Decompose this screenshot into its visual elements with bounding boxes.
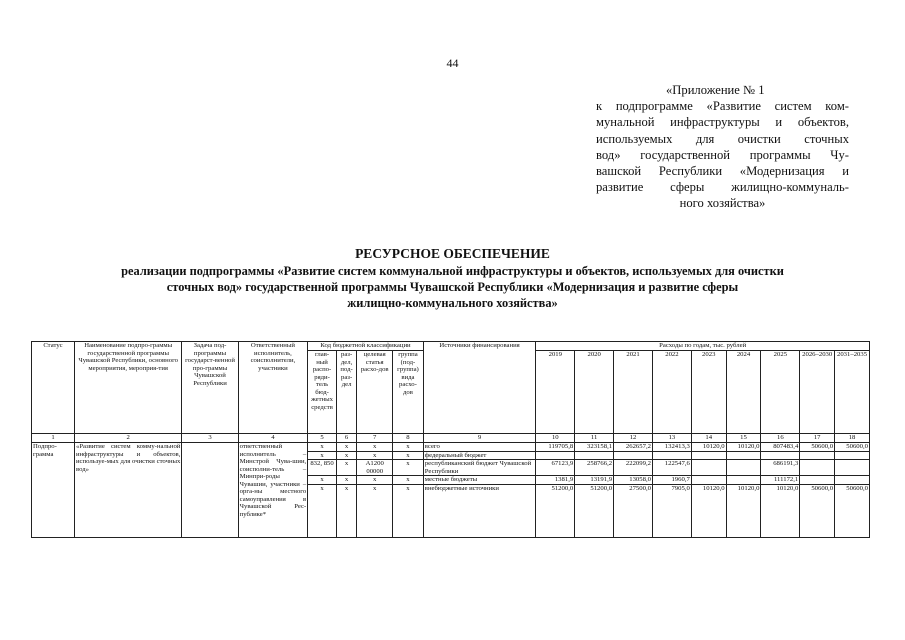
value-cell: 111172,1 [761,476,800,485]
code-cell: x [308,451,337,460]
column-number: 18 [835,434,870,443]
value-cell [835,476,870,485]
value-cell: 10120,0 [691,484,726,537]
header-task: Задача под-программы государст-венной про-граммы Чувашской Республики [182,342,238,434]
header-sources: Источники финансирования [423,342,536,434]
value-cell [835,460,870,476]
code-cell: x [357,451,393,460]
value-cell [691,451,726,460]
value-cell [726,476,761,485]
value-cell [652,451,691,460]
source-cell: всего [423,443,536,452]
code-cell: x [336,451,356,460]
column-number: 1 [32,434,75,443]
header-year: 2022 [652,351,691,434]
header-responsible: Ответственный исполнитель, соисполнители, участники [238,342,308,434]
value-cell: 686191,3 [761,460,800,476]
column-number: 3 [182,434,238,443]
responsible-cell: ответственный исполнитель – Минстрой Чува-шии, соисполни-тель – Минпри-роды Чувашии, участники – орга-ны местного самоуправления в Чувашской Рес-публике* [238,443,308,538]
value-cell: 50600,0 [800,484,835,537]
appendix-line: ного хозяйства» [679,196,766,211]
value-cell: 1381,9 [536,476,575,485]
column-number: 9 [423,434,536,443]
column-number: 16 [761,434,800,443]
value-cell: 323158,1 [575,443,614,452]
header-year: 2020 [575,351,614,434]
value-cell [536,451,575,460]
column-number: 14 [691,434,726,443]
code-cell: x [393,476,424,485]
value-cell: 262657,2 [614,443,653,452]
value-cell: 27500,0 [614,484,653,537]
header-year: 2021 [614,351,653,434]
source-cell: федеральный бюджет [423,451,536,460]
value-cell [575,451,614,460]
code-cell: x [336,460,356,476]
heading-subtitle-line: сточных вод» государственной программы Чувашской Республики «Модернизация и развитие сферы [166,280,739,294]
value-cell: 10120,0 [726,443,761,452]
value-cell: 51200,0 [575,484,614,537]
value-cell [726,451,761,460]
value-cell [800,460,835,476]
appendix-line: «Приложение № 1 [666,83,765,97]
code-cell: x [308,443,337,452]
header-section: раз-дел, под-раз-дел [336,351,356,434]
header-year: 2026–2030 [800,351,835,434]
value-cell: 50600,0 [835,484,870,537]
code-cell: x [393,484,424,537]
value-cell [691,476,726,485]
value-cell: 51200,0 [536,484,575,537]
header-budget-code: Код бюджетной классификации [308,342,424,351]
column-number: 11 [575,434,614,443]
header-name: Наименование подпро-граммы государственной программы Чувашской Республики, основного мероприятия, мероприя-тия [74,342,181,434]
column-number: 12 [614,434,653,443]
header-target-article: целевая статья расхо-дов [357,351,393,434]
value-cell: 67123,9 [536,460,575,476]
source-cell: внебюджетные источники [423,484,536,537]
column-number: 8 [393,434,424,443]
code-cell: x [393,443,424,452]
value-cell: 7905,0 [652,484,691,537]
column-number: 17 [800,434,835,443]
code-cell: x [336,443,356,452]
code-cell: x [393,451,424,460]
appendix-note [596,82,849,212]
header-status: Статус [32,342,75,434]
appendix-line: к подпрограмме «Развитие систем ком- [596,99,849,114]
header-expense-group: группа (под-группа) вида расхо-дов [393,351,424,434]
task-cell [182,443,238,538]
heading-subtitle-line: жилищно-коммунального хозяйства» [347,296,558,310]
column-number-row [32,434,870,443]
appendix-line: вод» государственной программы Чу- [596,147,849,162]
heading-subtitle-line: реализации подпрограммы «Развитие систем коммунальной инфраструктуры и объектов, используемых для очистки [121,264,784,278]
code-cell: x [393,460,424,476]
value-cell [800,476,835,485]
code-cell: x [336,476,356,485]
value-cell [691,460,726,476]
code-cell: x [357,443,393,452]
value-cell: 13058,0 [614,476,653,485]
column-number: 5 [308,434,337,443]
value-cell: 50600,0 [800,443,835,452]
header-year: 2023 [691,351,726,434]
code-cell: A1200 00000 [357,460,393,476]
table-header-row [32,342,870,351]
code-cell: x [336,484,356,537]
code-cell: x [357,476,393,485]
column-number: 15 [726,434,761,443]
value-cell: 222099,2 [614,460,653,476]
header-year: 2024 [726,351,761,434]
source-cell: местные бюджеты [423,476,536,485]
value-cell: 13191,9 [575,476,614,485]
appendix-line: развитие сферы жилищно-коммуналь- [596,180,849,195]
value-cell [726,460,761,476]
value-cell [761,451,800,460]
header-year: 2019 [536,351,575,434]
resource-table [31,341,870,538]
page-number: 44 [446,56,459,70]
code-cell: 832, 850 [308,460,337,476]
code-cell: x [308,484,337,537]
value-cell: 10120,0 [726,484,761,537]
status-cell: Подпро-грамма [32,443,75,538]
appendix-line: мунальной инфраструктуры и объектов, [596,115,849,130]
header-year: 2025 [761,351,800,434]
source-cell: республиканский бюджет Чувашской Республики [423,460,536,476]
column-number: 6 [336,434,356,443]
document-heading [0,246,905,311]
value-cell: 10120,0 [691,443,726,452]
header-expenses: Расходы по годам, тыс. рублей [536,342,870,351]
column-number: 2 [74,434,181,443]
value-cell [614,451,653,460]
value-cell: 10120,0 [761,484,800,537]
value-cell: 807483,4 [761,443,800,452]
value-cell: 119705,8 [536,443,575,452]
value-cell: 1960,7 [652,476,691,485]
header-main-manager: глав-ный распо-ряди-тель бюд-жетных средств [308,351,337,434]
value-cell: 132413,3 [652,443,691,452]
column-number: 13 [652,434,691,443]
header-year: 2031–2035 [835,351,870,434]
value-cell [800,451,835,460]
table-row [32,443,870,452]
code-cell: x [357,484,393,537]
appendix-line: используемых для очистки сточных [596,131,849,146]
column-number: 10 [536,434,575,443]
value-cell: 50600,0 [835,443,870,452]
column-number: 7 [357,434,393,443]
value-cell: 122547,6 [652,460,691,476]
appendix-line: вашской Республики «Модернизация и [596,164,849,179]
value-cell [835,451,870,460]
value-cell: 258766,2 [575,460,614,476]
column-number: 4 [238,434,308,443]
code-cell: x [308,476,337,485]
heading-title: РЕСУРСНОЕ ОБЕСПЕЧЕНИЕ [355,246,550,261]
subprogram-name-cell: «Развитие систем комму-нальной инфраструктуры и объектов, используе-мых для очистки сточных вод» [74,443,181,538]
